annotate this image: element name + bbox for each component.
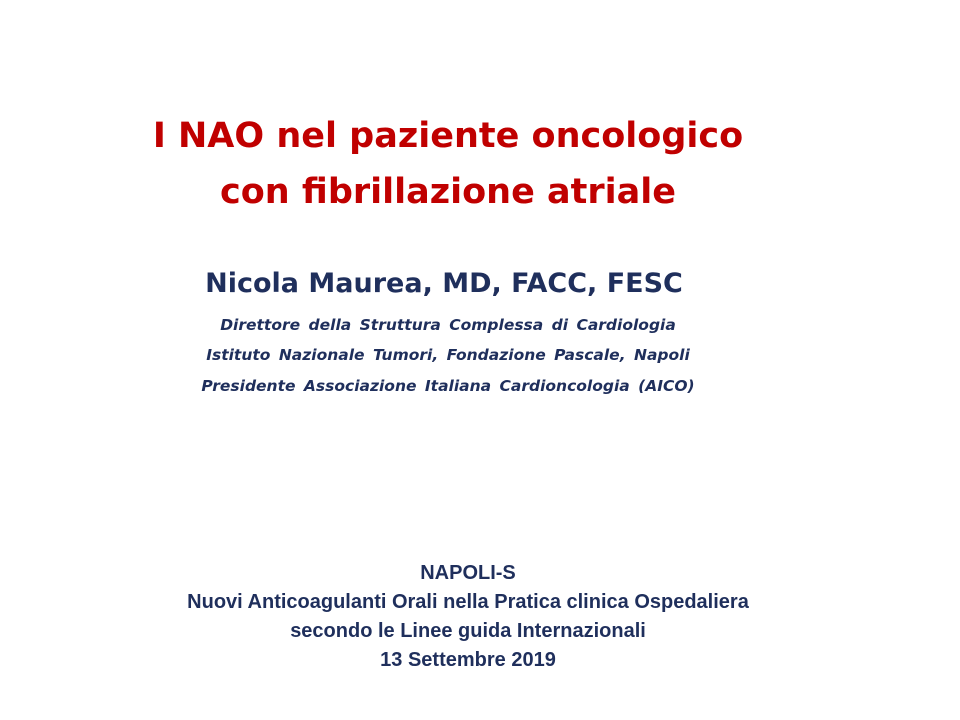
event-name: NAPOLI-S bbox=[420, 562, 516, 584]
slide-title-line-1: I NAO nel paziente oncologico bbox=[152, 116, 744, 156]
speaker-affiliation-1: Direttore della Struttura Complessa di Cardiologia bbox=[220, 316, 676, 334]
event-subtitle: Nuovi Anticoagulanti Orali nella Pratica clinica Ospedaliera bbox=[187, 591, 749, 613]
slide-title-line-2: con fibrillazione atriale bbox=[220, 172, 676, 212]
speaker-affiliation-2: Istituto Nazionale Tumori, Fondazione Pascale, Napoli bbox=[206, 346, 690, 364]
event-date: 13 Settembre 2019 bbox=[380, 649, 556, 671]
speaker-name: Nicola Maurea, MD, FACC, FESC bbox=[205, 268, 683, 299]
event-subtitle-2: secondo le Linee guida Internazionali bbox=[290, 620, 646, 642]
speaker-affiliation-3: Presidente Associazione Italiana Cardioncologia (AICO) bbox=[201, 377, 695, 395]
